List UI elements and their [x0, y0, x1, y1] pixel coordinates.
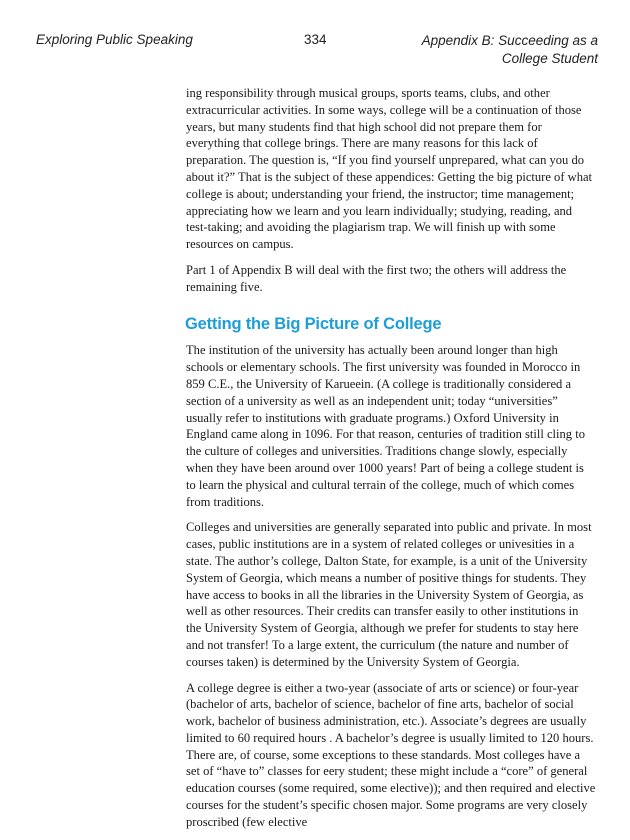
- page-header: [36, 32, 598, 72]
- paragraph-university-history: The institution of the university has actually been around longer than high schools or elementary schools. The first university was founded in Morocco in 859 C.E., the University of Karueein. (A college is traditionally considered a section of a university as well as an independent unit; today “universities” usually refer to institutions with graduate programs.) Oxford University in England came along in 1096. For that reason, centuries of tradition still cling to the culture of colleges and universities. Traditions change slowly, especially when they have been around over 1000 years! Part of being a college student is to learn the physical and cultural terrain of the college, much of which comes from traditions.: [186, 343, 585, 509]
- chapter-title-line-2: College Student: [501, 51, 598, 66]
- paragraph-public-private: Colleges and universities are generally separated into public and private. In most cases, public institutions are in a system of related colleges or univesities in a state. The author’s college, Dalton State, for example, is a unit of the University System of Georgia, which means a number of positive things for students. They have access to books in all the libraries in the University System of Georgia, as well as other resources. Their credits can transfer easily to other institutions in the University System of Georgia, although we prefer for students to stay here and not transfer! To a large extent, the curriculum (the nature and number of courses taken) is determined by the University System of Georgia.: [186, 520, 592, 669]
- chapter-title: [422, 32, 598, 68]
- book-title: Exploring Public Speaking: [36, 32, 193, 47]
- paragraph-continuation: ing responsibility through musical groups, sports teams, clubs, and other extracurricular activities. In some ways, college will be a continuation of those years, but many students find that high school did not prepare them for everything that college brings. There are many reasons for this lack of preparation. The question is, “If you find yourself unprepared, what can you do about it?” That is the subject of these appendices: Getting the big picture of what college is about; understanding your friend, the instructor; time management; appreciating how we learn and you learn individually; studying, reading, and test-taking; and avoiding the plagiarism trap. We will finish up with some resources on campus.: [186, 86, 593, 252]
- paragraph-part-one-note: Part 1 of Appendix B will deal with the first two; the others will address the remaining five.: [186, 262, 567, 294]
- page-body: [186, 85, 596, 840]
- section-heading: Getting the Big Picture of College: [185, 314, 442, 333]
- page-number: 334: [304, 32, 327, 47]
- chapter-title-line-1: Appendix B: Succeeding as a: [421, 33, 598, 48]
- paragraph-degree-types: A college degree is either a two-year (associate of arts or science) or four-year (bachelor of arts, bachelor of science, bachelor of fine arts, bachelor of social work, bachelor of business administration, etc.). Associate’s degrees are usually limited to 60 required hours . A bachelor’s degree is usually limited to 120 hours. There are, of course, some exceptions to these standards. Most colleges have a set of “have to” classes for eery student; these might include a “core” of general education courses (some required, some elective)); and then required and elective courses for the student’s specific chosen major. Some programs are very closely proscribed (few elective: [186, 680, 596, 829]
